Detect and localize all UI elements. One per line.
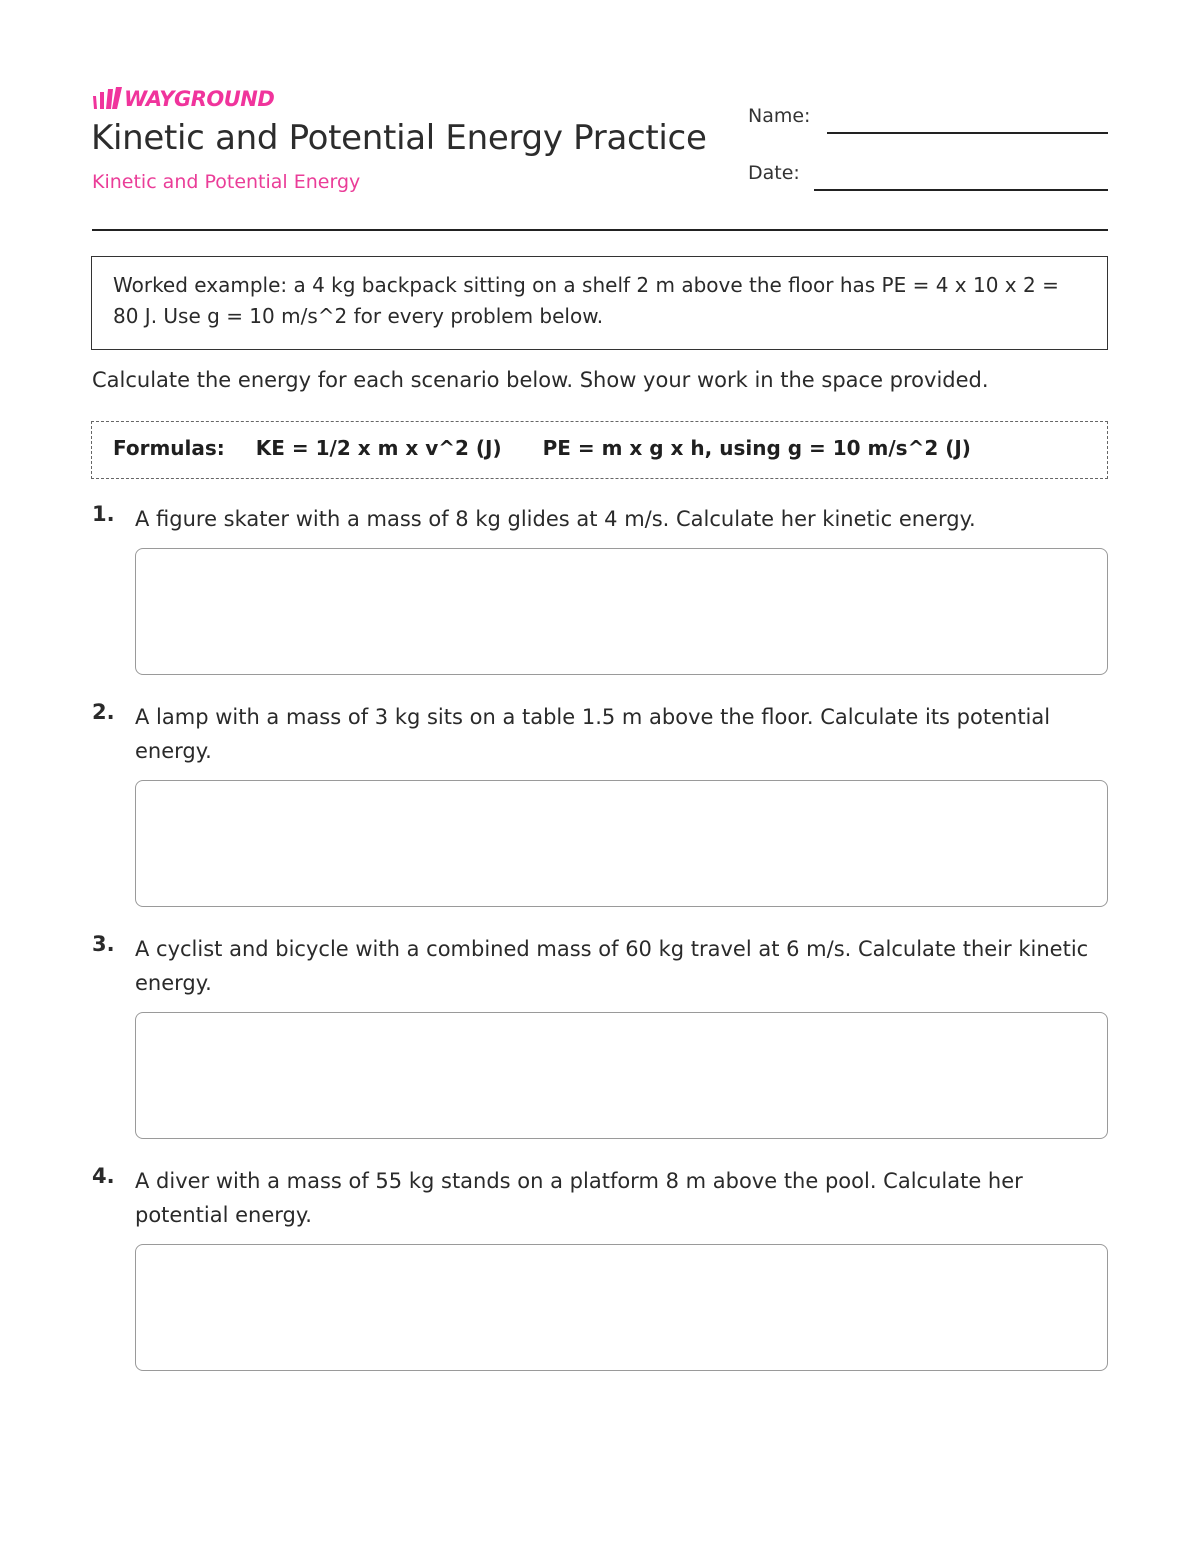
name-label: Name: [748,105,811,127]
brand-logo [92,86,274,112]
question-3 [92,932,1108,1000]
answer-box-4[interactable] [135,1244,1108,1371]
kinetic-energy-formula: KE = 1/2 x m x v^2 (J) [255,436,502,460]
question-text: A lamp with a mass of 3 kg sits on a table 1.5 m above the floor. Calculate its potential energy. [135,705,1051,763]
name-field[interactable] [827,132,1108,134]
question-number: 3. [92,932,115,956]
question-text: A diver with a mass of 55 kg stands on a platform 8 m above the pool. Calculate her potential energy. [135,1169,1023,1227]
question-number: 2. [92,700,115,724]
question-2 [92,700,1108,768]
worked-example-text: Worked example: a 4 kg backpack sitting on a shelf 2 m above the floor has PE = 4 x 10 x 2 = 80 J. Use g = 10 m/s^2 for every problem below. [113,273,1059,328]
question-4 [92,1164,1108,1232]
question-number: 4. [92,1164,115,1188]
answer-box-3[interactable] [135,1012,1108,1139]
date-field[interactable] [814,189,1108,191]
answer-box-2[interactable] [135,780,1108,907]
question-number: 1. [92,502,115,526]
worked-example-box [91,256,1108,350]
formulas-label: Formulas: [113,436,225,460]
question-1 [92,502,1108,536]
instructions: Calculate the energy for each scenario below. Show your work in the space provided. [92,368,989,392]
worksheet-subtitle: Kinetic and Potential Energy [92,171,361,193]
worksheet-title: Kinetic and Potential Energy Practice [91,118,707,158]
answer-box-1[interactable] [135,548,1108,675]
wayground-logo-icon [92,87,122,111]
brand-name: WAYGROUND [124,87,275,111]
question-text: A cyclist and bicycle with a combined mass of 60 kg travel at 6 m/s. Calculate their kinetic energy. [135,937,1089,995]
question-text: A figure skater with a mass of 8 kg glides at 4 m/s. Calculate her kinetic energy. [135,507,976,531]
header-divider [92,229,1108,231]
potential-energy-formula: PE = m x g x h, using g = 10 m/s^2 (J) [542,436,971,460]
date-label: Date: [748,162,800,184]
formula-box [91,421,1108,479]
